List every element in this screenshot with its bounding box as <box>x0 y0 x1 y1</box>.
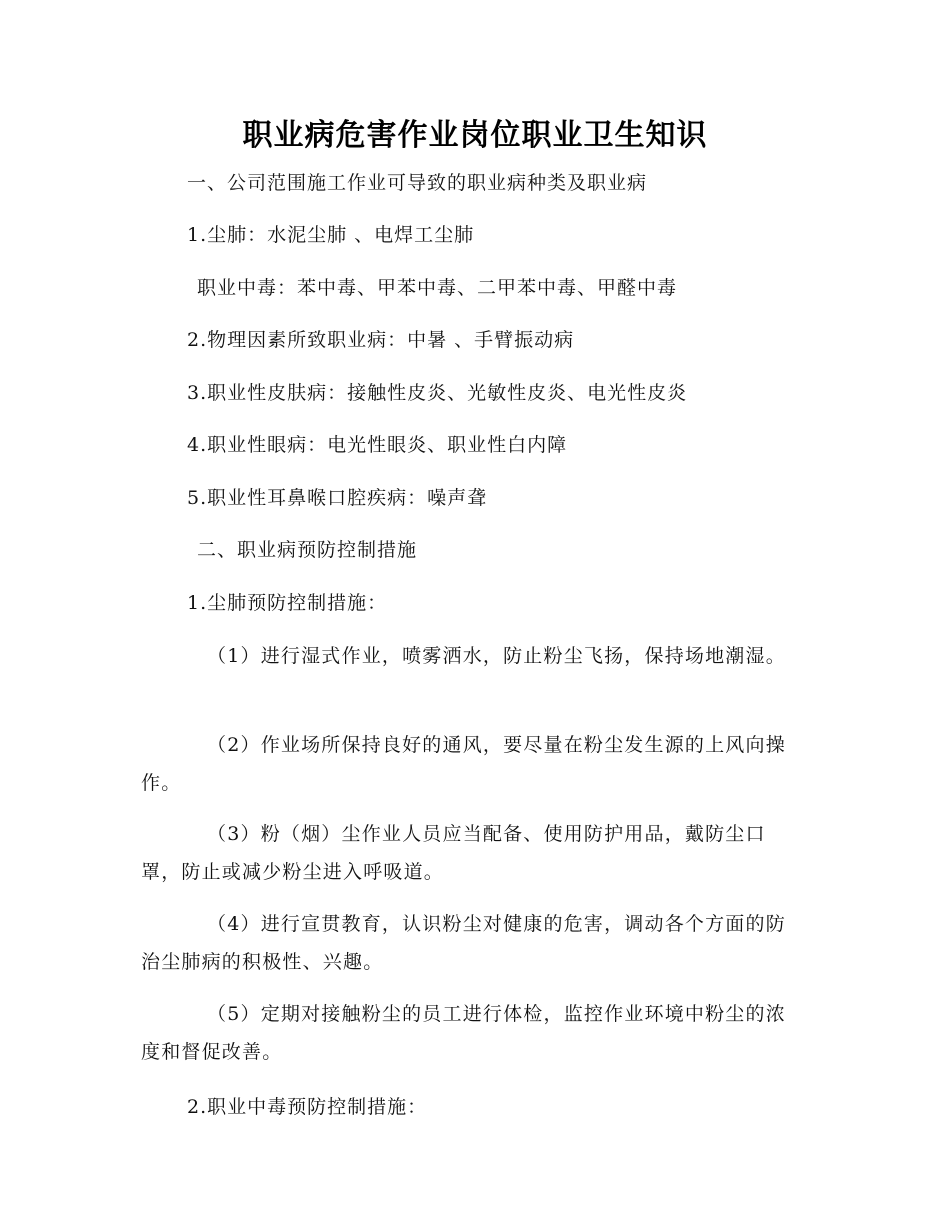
document-title: 职业病危害作业岗位职业卫生知识 <box>242 118 708 153</box>
measure-paragraph: （3）粉（烟）尘作业人员应当配备、使用防护用品，戴防尘口罩，防止或减少粉尘进入呼吸道。 <box>141 823 766 883</box>
list-item: 3.职业性皮肤病：接触性皮炎、光敏性皮炎、电光性皮炎 <box>187 382 688 404</box>
list-item: 1.尘肺：水泥尘肺 、电焊工尘肺 <box>187 224 475 246</box>
measure-paragraph: （4）进行宣贯教育，认识粉尘对健康的危害，调动各个方面的防治尘肺病的积极性、兴趣。 <box>141 913 786 973</box>
section-2-heading: 二、职业病预防控制措施 <box>197 539 418 561</box>
measure-paragraph: （5）定期对接触粉尘的员工进行体检，监控作业环境中粉尘的浓度和督促改善。 <box>141 1003 786 1063</box>
list-item: 2.物理因素所致职业病：中暑 、手臂振动病 <box>187 329 575 351</box>
list-item: 职业中毒：苯中毒、甲苯中毒、二甲苯中毒、甲醛中毒 <box>197 277 678 299</box>
measure-paragraph: （1）进行湿式作业，喷雾洒水，防止粉尘飞扬，保持场地潮湿。 <box>207 645 786 667</box>
list-item: 4.职业性眼病：电光性眼炎、职业性白内障 <box>187 434 568 456</box>
subsection-heading: 2.职业中毒预防控制措施： <box>187 1096 428 1118</box>
measure-paragraph: （2）作业场所保持良好的通风，要尽量在粉尘发生源的上风向操作。 <box>141 734 786 794</box>
list-item: 5.职业性耳鼻喉口腔疾病：噪声聋 <box>187 487 488 509</box>
section-1-heading: 一、公司范围施工作业可导致的职业病种类及职业病 <box>187 172 648 194</box>
subsection-heading: 1.尘肺预防控制措施： <box>187 592 388 614</box>
